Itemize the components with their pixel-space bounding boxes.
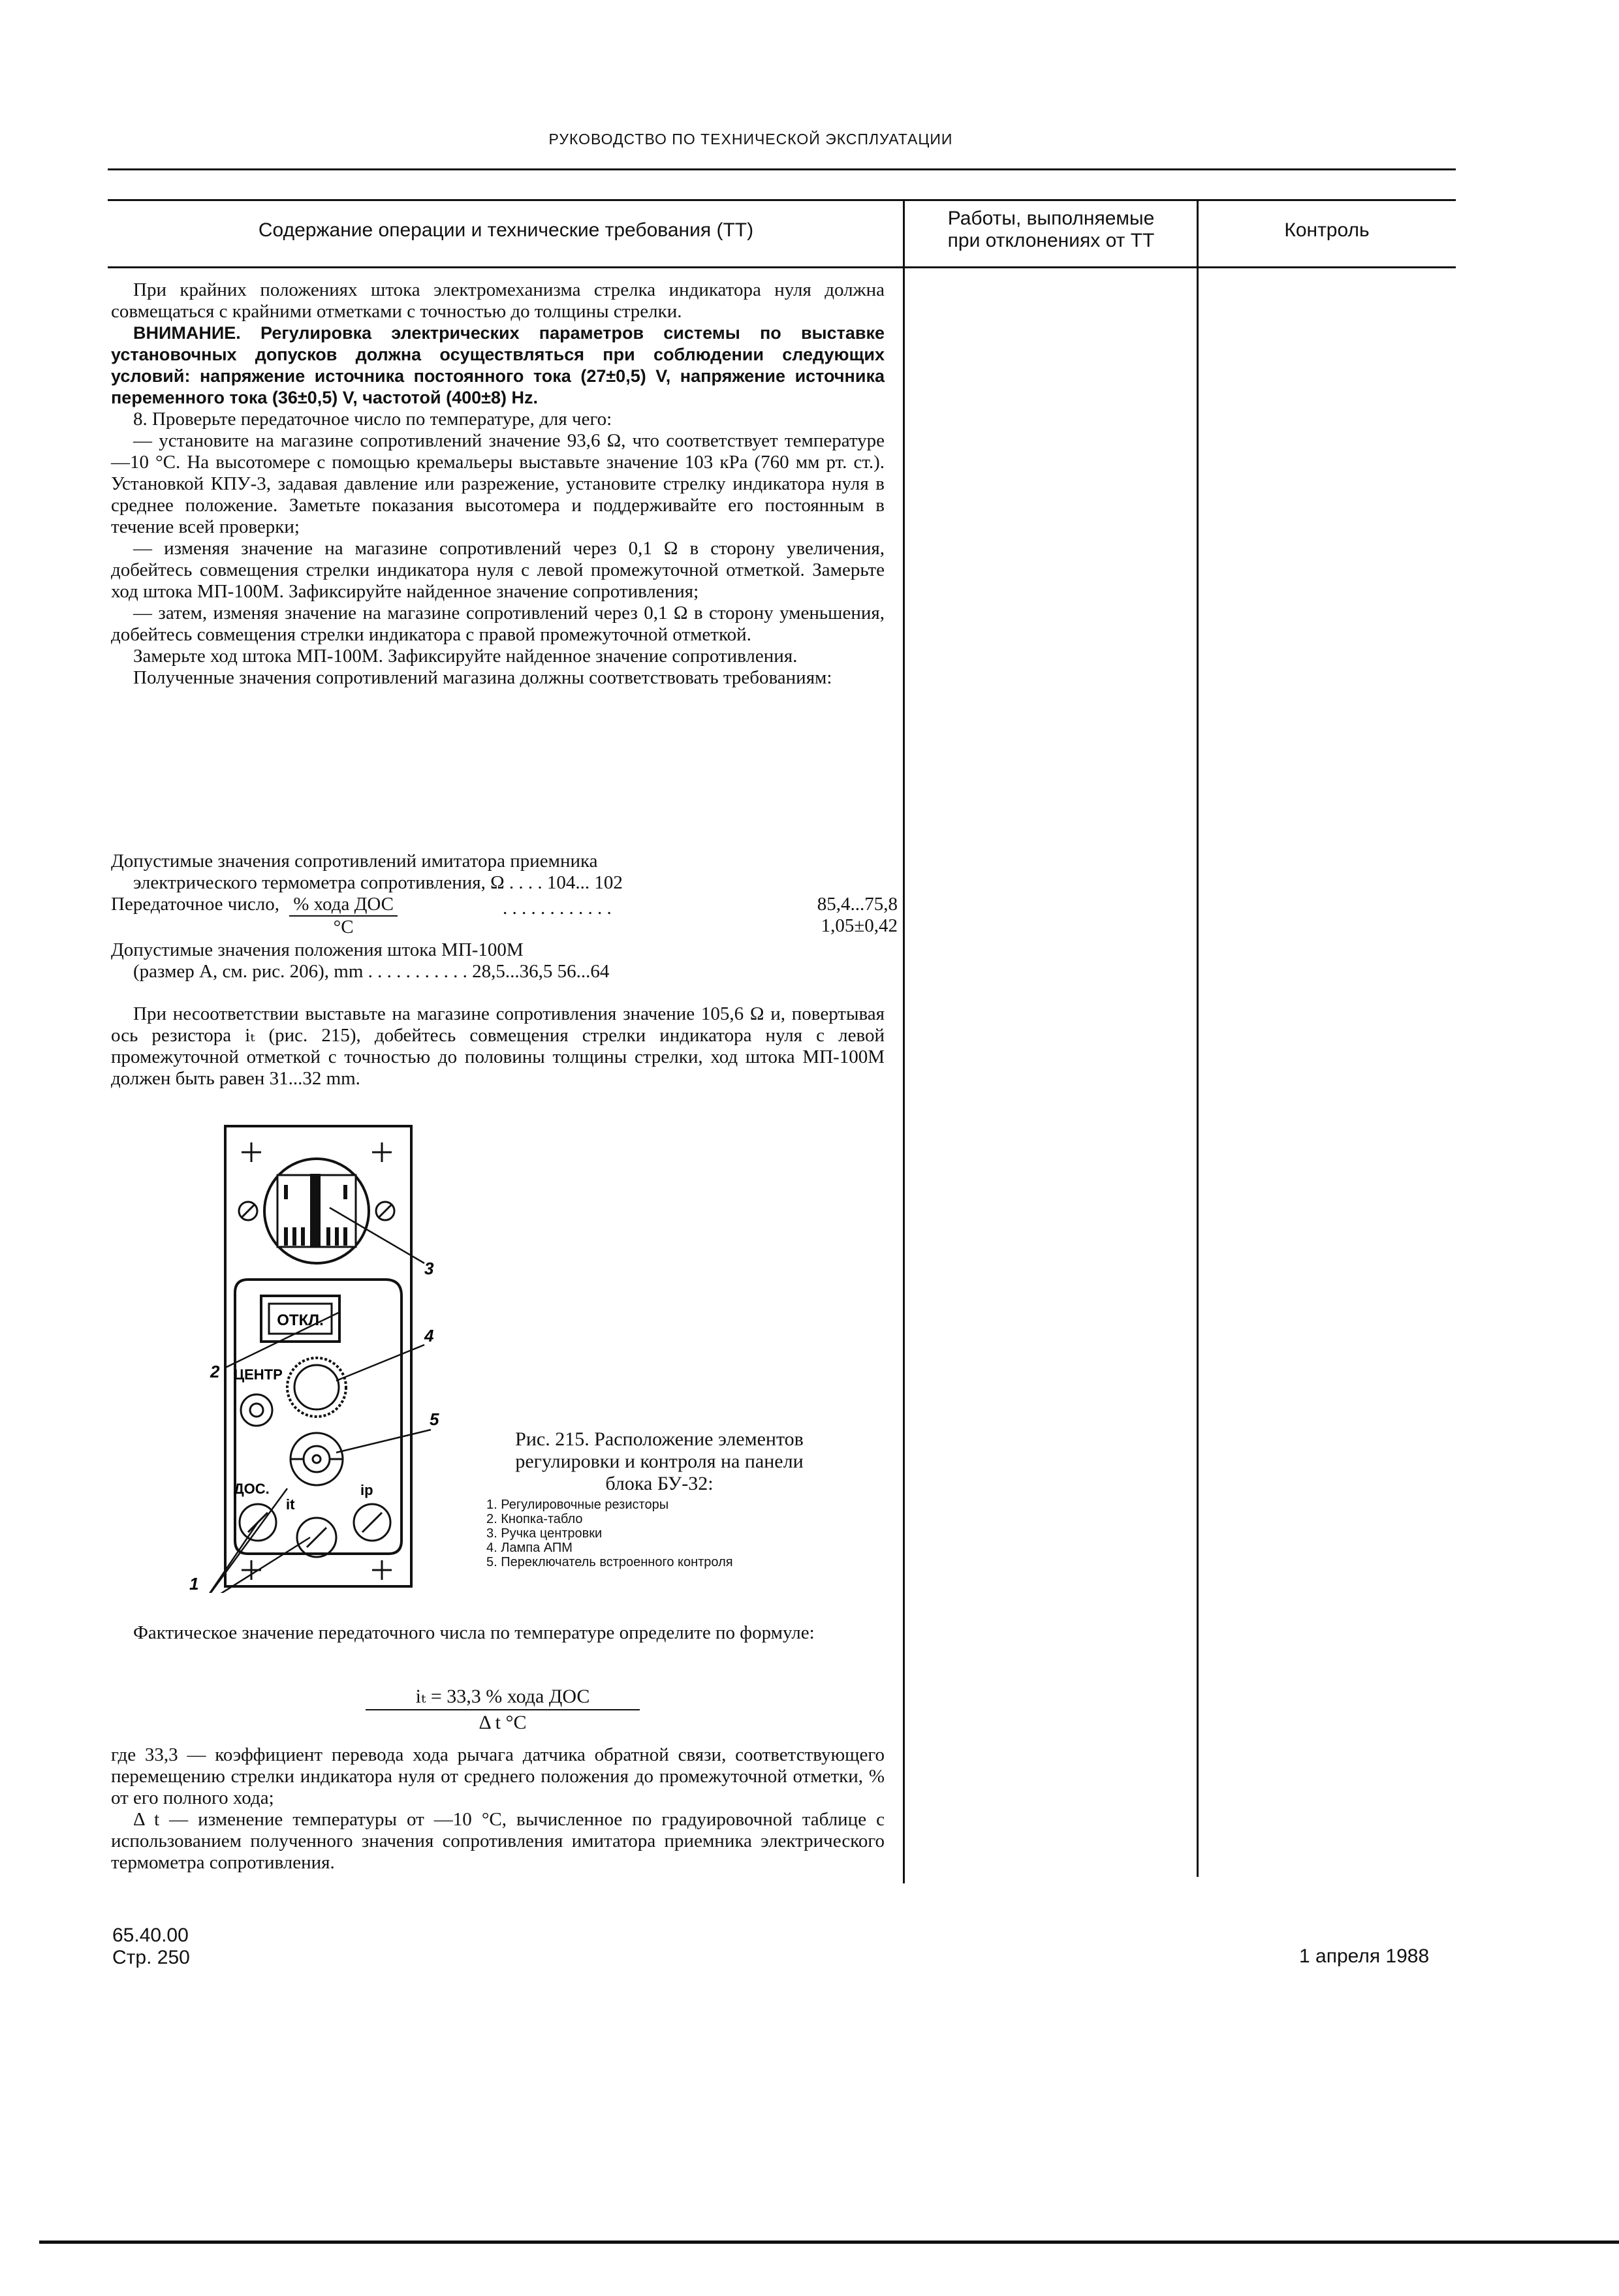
paragraph-extreme-positions: При крайних положениях штока электромеханизма стрелка индикатора нуля должна совмещаться с крайними отметками с точностью до толщины стрелки. xyxy=(111,279,885,322)
callout-4: 4 xyxy=(424,1326,434,1345)
bu32-panel-drawing xyxy=(189,1123,477,1593)
step-8-instruction-d: Замерьте ход штока МП-100М. Зафиксируйте найденное значение сопротивления. xyxy=(133,646,798,667)
step-8-instruction-e: Полученные значения сопротивлений магазина должны соответствовать требованиям: xyxy=(133,667,832,688)
running-header: РУКОВОДСТВО ПО ТЕХНИЧЕСКОЙ ЭКСПЛУАТАЦИИ xyxy=(548,131,953,148)
footer-date: 1 апреля 1988 xyxy=(1299,1945,1430,1967)
requirement-resistance-line2: электрического термометра сопротивления, Ω . . . . 104... 102 xyxy=(133,872,623,893)
column-divider-1 xyxy=(903,199,905,1883)
footer-page-number: Стр. 250 xyxy=(112,1947,190,1968)
requirements-block xyxy=(111,851,904,983)
centering-knob-icon xyxy=(241,1394,272,1426)
scan-edge-line xyxy=(39,2241,1619,2244)
apm-lamp-icon xyxy=(287,1358,346,1417)
legend-item-1: 1. Регулировочные резисторы xyxy=(486,1498,669,1512)
column-header-content: Содержание операции и технические требования (ТТ) xyxy=(258,219,754,241)
label-it: it xyxy=(286,1496,295,1513)
requirement-ratio-numerator: % хода ДОС xyxy=(289,894,398,917)
formula-where-2: Δ t — изменение температуры от —10 °С, вычисленное по градуировочной таблице с использованием полученного значения сопротивления имитатора приемника электрического термометра сопротивления. xyxy=(111,1809,885,1873)
label-ip: iр xyxy=(360,1482,373,1498)
requirement-ratio-label: Передаточное число, xyxy=(111,894,279,915)
requirement-stroke-line1: Допустимые значения положения штока МП-100М xyxy=(111,939,524,960)
label-dos: ДОС. xyxy=(234,1481,270,1497)
table-top-rule xyxy=(108,199,1456,201)
requirement-ratio-dots: . . . . . . . . . . . . xyxy=(503,898,612,919)
step-8-instruction-c: — затем, изменяя значение на магазине сопротивлений через 0,1 Ω в сторону уменьшения, добейтесь совмещения стрелки индикатора с правой промежуточной отметкой. xyxy=(111,603,885,645)
label-center: ЦЕНТР xyxy=(234,1366,283,1383)
column-divider-2 xyxy=(1197,199,1199,1877)
column-header-deviations-line1: Работы, выполняемые xyxy=(947,208,1155,229)
figure-215 xyxy=(189,1123,477,1593)
requirement-stroke-line2: (размер А, см. рис. 206), mm . . . . . . . . . . . 28,5...36,5 56...64 xyxy=(133,961,610,982)
legend-item-4: 4. Лампа АПМ xyxy=(486,1541,573,1555)
warning-paragraph xyxy=(111,322,885,409)
mismatch-paragraph: При несоответствии выставьте на магазине сопротивления значение 105,6 Ω и, повертывая ось резистора iₜ (рис. 215), добейтесь совмещения стрелки индикатора нуля с левой промежуточной отметкой с точностью до половины толщины стрелки, ход штока МП-100М должен быть равен 31...32 mm. xyxy=(111,1003,885,1089)
formula-numerator: iₜ = 33,3 % хода ДОС xyxy=(366,1684,640,1710)
operation-content xyxy=(111,279,885,689)
requirement-ratio-value-2: 1,05±0,42 xyxy=(821,915,898,936)
column-header-deviations-line2: при отклонениях от ТТ xyxy=(947,230,1155,251)
formula-denominator: Δ t °C xyxy=(479,1712,527,1733)
otkl-button-label: ОТКЛ. xyxy=(277,1312,324,1329)
formula-where-1: где 33,3 — коэффициент перевода хода рычага датчика обратной связи, соответствующего перемещению стрелки индикатора нуля от среднего положения до промежуточной отметки, % от его полного хода; xyxy=(111,1744,885,1808)
figure-caption-line3: блока БУ-32: xyxy=(605,1473,714,1494)
requirement-ratio-fraction xyxy=(289,894,398,938)
requirement-ratio xyxy=(111,894,904,939)
warning-label: ВНИМАНИЕ. xyxy=(133,323,241,343)
footer-left xyxy=(112,1925,190,1969)
warning-text: Регулировка электрических параметров системы по выставке установочных допусков должна осуществляться при соблюдении следующих условий: напряжение источника постоянного тока (27±0,5) V, напряжение источника переменного тока (36±0,5) V, частотой (400±8) Hz. xyxy=(111,323,885,407)
callout-1: 1 xyxy=(189,1574,199,1593)
requirement-ratio-denominator: °С xyxy=(333,917,354,937)
legend-item-3: 3. Ручка центровки xyxy=(486,1526,603,1541)
adjustment-resistor-icons xyxy=(240,1504,390,1557)
formula-intro-block xyxy=(111,1622,885,1644)
requirement-ratio-value-1: 85,4...75,8 xyxy=(817,894,898,915)
figure-caption xyxy=(457,1428,862,1495)
bit-switch-icon xyxy=(291,1433,343,1485)
callout-2: 2 xyxy=(210,1362,220,1381)
column-header-deviations xyxy=(904,208,1198,252)
formula xyxy=(366,1684,640,1735)
column-header-control: Контроль xyxy=(1284,219,1370,241)
legend-item-2: 2. Кнопка-табло xyxy=(486,1512,583,1526)
step-8-instruction-a: — установите на магазине сопротивлений значение 93,6 Ω, что соответствует температуре —10 °С. На высотомере с помощью кремальеры выставьте значение 103 кРа (760 мм рт. ст.). Установкой КПУ-3, задавая давление или разрежение, установите стрелку индикатора нуля в среднее положение. Заметьте показания высотомера и поддерживайте его постоянным в течение всей проверки; xyxy=(111,430,885,537)
figure-legend xyxy=(486,1498,891,1569)
mismatch-block xyxy=(111,1003,885,1090)
callout-3: 3 xyxy=(424,1259,434,1278)
step-8-instruction-b: — изменяя значение на магазине сопротивлений через 0,1 Ω в сторону увеличения, добейтесь совмещения стрелки индикатора нуля с левой промежуточной отметкой. Замерьте ход штока МП-100М. Зафиксируйте найденное значение сопротивления; xyxy=(111,538,885,602)
requirement-resistance-line1: Допустимые значения сопротивлений имитатора приемника xyxy=(111,851,598,872)
figure-caption-line1: Рис. 215. Расположение элементов xyxy=(515,1428,804,1450)
step-8-title: 8. Проверьте передаточное число по температуре, для чего: xyxy=(133,409,612,430)
table-header-rule xyxy=(108,266,1456,268)
formula-explanation xyxy=(111,1744,885,1874)
zero-indicator-icon xyxy=(264,1159,369,1263)
footer-code: 65.40.00 xyxy=(112,1925,189,1946)
figure-caption-line2: регулировки и контроля на панели xyxy=(515,1451,804,1472)
header-rule xyxy=(108,168,1456,170)
callout-5: 5 xyxy=(430,1409,439,1429)
formula-intro: Фактическое значение передаточного числа по температуре определите по формуле: xyxy=(133,1622,815,1643)
legend-item-5: 5. Переключатель встроенного контроля xyxy=(486,1555,733,1569)
